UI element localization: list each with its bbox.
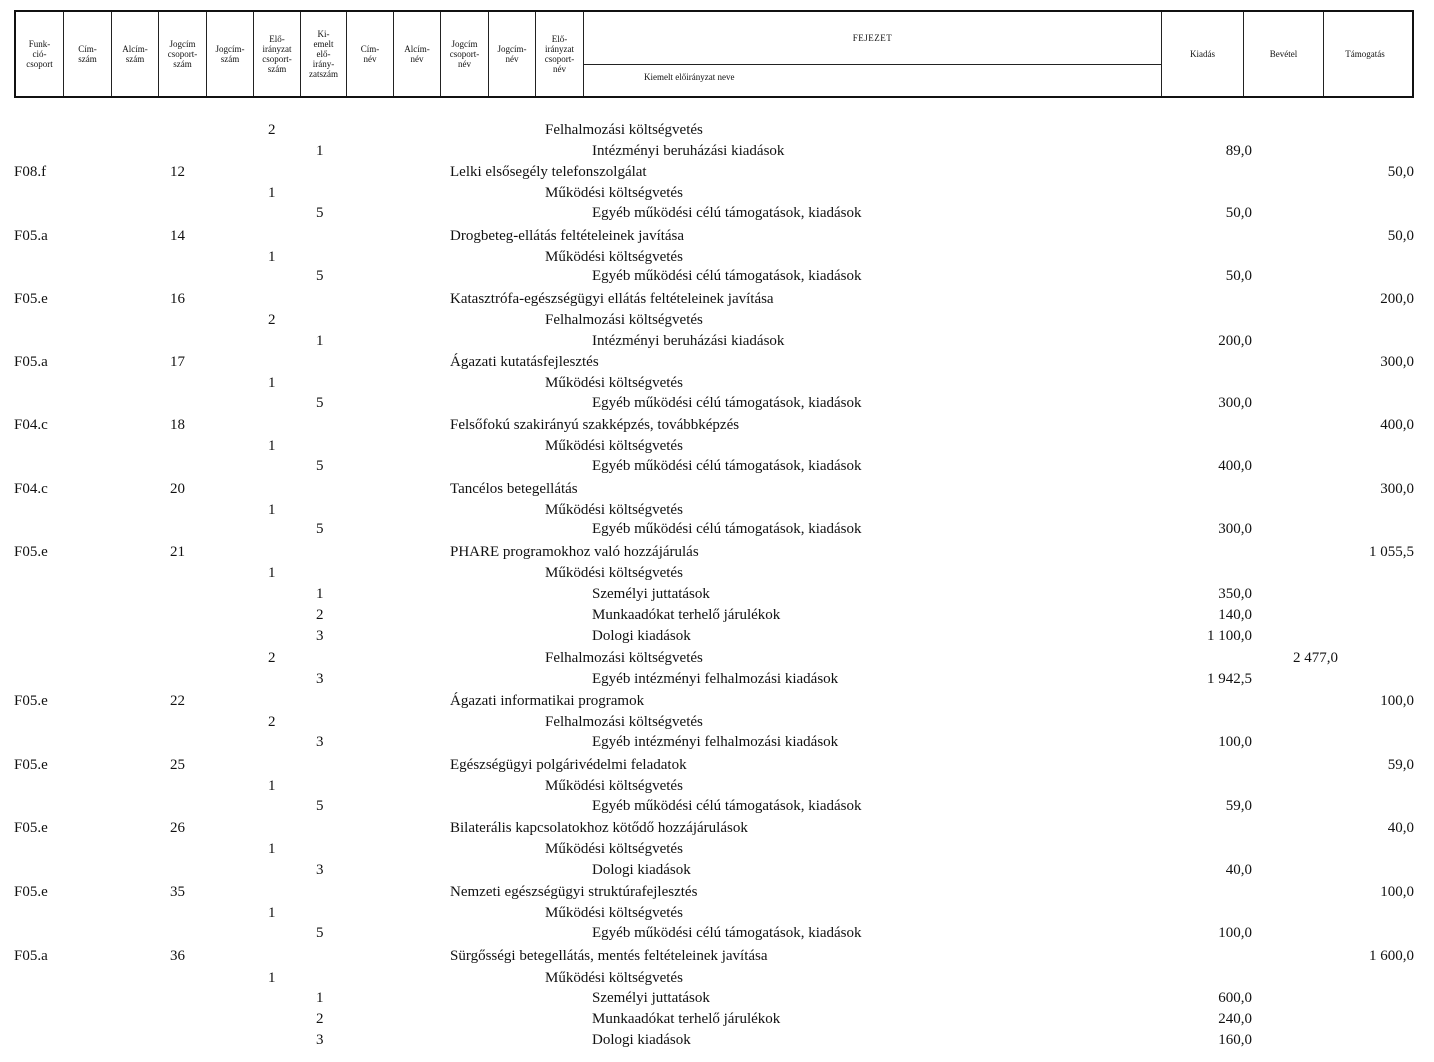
table-row [0,143,1434,161]
eloiranyzat-csoport-nev-cell: Működési költségvetés [545,502,683,518]
table-row [0,693,1434,711]
jogcimcsoport-szam-cell: 20 [170,481,185,497]
funkcio-csoport-cell: F05.e [14,757,48,773]
jogcimcsoport-szam-cell: 16 [170,291,185,307]
funkcio-csoport-cell: F05.a [14,228,48,244]
jogcimcsoport-nev-cell: Ágazati kutatásfejlesztés [450,354,599,370]
kiadas-value: 40,0 [1225,862,1252,878]
header-eloiranyzat-csoport-nev: Elő- irányzat csoport- név [536,12,584,96]
kiadas-value: 300,0 [1218,395,1252,411]
tamogatas-value: 400,0 [1380,417,1414,433]
table-row [0,1032,1434,1050]
jogcimcsoport-nev-cell: Drogbeteg-ellátás feltételeinek javítása [450,228,685,244]
kiemelt-eloiranyzat-nev-cell: Dologi kiadások [592,862,691,878]
table-row [0,650,1434,668]
header-kiadas: Kiadás [1162,12,1244,96]
kiemelt-eloiranyzat-nev-cell: Intézményi beruházási kiadások [592,333,785,349]
kiemelt-eloiranyzat-szam-cell: 2 [316,1011,324,1027]
table-row [0,925,1434,943]
table-row [0,671,1434,689]
kiadas-value: 300,0 [1218,521,1252,537]
eloiranyzat-csoport-nev-cell: Felhalmozási költségvetés [545,312,703,328]
jogcimcsoport-szam-cell: 25 [170,757,185,773]
table-row [0,291,1434,309]
table-row [0,841,1434,859]
table-row [0,544,1434,562]
kiadas-value: 400,0 [1218,458,1252,474]
kiadas-value: 350,0 [1218,586,1252,602]
table-row [0,164,1434,182]
header-alcim-nev: Alcím- név [394,12,441,96]
jogcimcsoport-nev-cell: Lelki elsősegély telefonszolgálat [450,164,647,180]
table-row [0,862,1434,880]
kiemelt-eloiranyzat-szam-cell: 3 [316,628,324,644]
kiadas-value: 50,0 [1225,205,1252,221]
kiemelt-eloiranyzat-szam-cell: 1 [316,143,324,159]
header-kiemelt-eloiranyzat-neve: Kiemelt előirányzat neve [644,72,735,82]
table-row [0,734,1434,752]
kiemelt-eloiranyzat-szam-cell: 1 [316,586,324,602]
table-row [0,205,1434,223]
eloiranyzat-csoport-szam-cell: 1 [268,375,276,391]
eloiranyzat-csoport-szam-cell: 1 [268,438,276,454]
table-row [0,778,1434,796]
header-alcim-szam: Alcím- szám [112,12,159,96]
funkcio-csoport-cell: F05.e [14,693,48,709]
eloiranyzat-csoport-nev-cell: Működési költségvetés [545,375,683,391]
eloiranyzat-csoport-szam-cell: 1 [268,185,276,201]
table-row [0,395,1434,413]
eloiranyzat-csoport-szam-cell: 1 [268,841,276,857]
eloiranyzat-csoport-nev-cell: Működési költségvetés [545,249,683,265]
table-row [0,458,1434,476]
table-row [0,312,1434,330]
header-funkcio-csoport: Funk- ció- csoport [16,12,64,96]
table-row [0,628,1434,646]
table-row [0,714,1434,732]
kiemelt-eloiranyzat-szam-cell: 3 [316,671,324,687]
kiemelt-eloiranyzat-nev-cell: Munkaadókat terhelő járulékok [592,1011,781,1027]
jogcimcsoport-szam-cell: 26 [170,820,185,836]
jogcimcsoport-szam-cell: 22 [170,693,185,709]
kiemelt-eloiranyzat-nev-cell: Személyi juttatások [592,586,710,602]
funkcio-csoport-cell: F08.f [14,164,47,180]
kiemelt-eloiranyzat-szam-cell: 5 [316,205,324,221]
eloiranyzat-csoport-szam-cell: 1 [268,778,276,794]
kiemelt-eloiranyzat-szam-cell: 5 [316,798,324,814]
header-jogcimcsoport-nev: Jogcím csoport- név [441,12,489,96]
kiemelt-eloiranyzat-nev-cell: Egyéb működési célú támogatások, kiadások [592,798,862,814]
eloiranyzat-csoport-nev-cell: Működési költségvetés [545,565,683,581]
kiemelt-eloiranyzat-szam-cell: 3 [316,862,324,878]
table-row [0,990,1434,1008]
header-cim-szam: Cím- szám [64,12,112,96]
tamogatas-value: 50,0 [1387,164,1414,180]
kiemelt-eloiranyzat-nev-cell: Intézményi beruházási kiadások [592,143,785,159]
kiemelt-eloiranyzat-nev-cell: Munkaadókat terhelő járulékok [592,607,781,623]
funkcio-csoport-cell: F04.c [14,481,48,497]
table-row [0,333,1434,351]
jogcimcsoport-szam-cell: 36 [170,948,185,964]
kiemelt-eloiranyzat-szam-cell: 2 [316,607,324,623]
jogcimcsoport-nev-cell: Tancélos betegellátás [450,481,578,497]
eloiranyzat-csoport-szam-cell: 1 [268,970,276,986]
tamogatas-value: 1 055,5 [1369,544,1414,560]
table-row [0,884,1434,902]
jogcimcsoport-nev-cell: PHARE programokhoz való hozzájárulás [450,544,699,560]
eloiranyzat-csoport-szam-cell: 1 [268,565,276,581]
jogcimcsoport-nev-cell: Nemzeti egészségügyi struktúrafejlesztés [450,884,698,900]
tamogatas-value: 40,0 [1387,820,1414,836]
kiadas-value: 1 942,5 [1207,671,1252,687]
kiemelt-eloiranyzat-szam-cell: 5 [316,925,324,941]
funkcio-csoport-cell: F05.e [14,884,48,900]
jogcimcsoport-nev-cell: Felsőfokú szakirányú szakképzés, továbbképzés [450,417,740,433]
eloiranyzat-csoport-nev-cell: Működési költségvetés [545,841,683,857]
table-row [0,249,1434,267]
kiadas-value: 89,0 [1225,143,1252,159]
eloiranyzat-csoport-nev-cell: Felhalmozási költségvetés [545,650,703,666]
header-jogcim-szam: Jogcím- szám [207,12,254,96]
jogcimcsoport-nev-cell: Ágazati informatikai programok [450,693,645,709]
table-row [0,970,1434,988]
kiadas-value: 160,0 [1218,1032,1252,1048]
header-fejezet-block [584,12,1162,96]
table-row [0,375,1434,393]
eloiranyzat-csoport-szam-cell: 2 [268,312,276,328]
eloiranyzat-csoport-nev-cell: Felhalmozási költségvetés [545,714,703,730]
kiemelt-eloiranyzat-nev-cell: Egyéb működési célú támogatások, kiadások [592,925,862,941]
jogcimcsoport-nev-cell: Katasztrófa-egészségügyi ellátás feltételeinek javítása [450,291,774,307]
table-row [0,757,1434,775]
kiemelt-eloiranyzat-szam-cell: 5 [316,268,324,284]
header-jogcim-nev: Jogcím- név [489,12,536,96]
kiemelt-eloiranyzat-nev-cell: Egyéb intézményi felhalmozási kiadások [592,734,839,750]
kiadas-value: 59,0 [1225,798,1252,814]
kiadas-value: 140,0 [1218,607,1252,623]
table-row [0,185,1434,203]
eloiranyzat-csoport-szam-cell: 1 [268,905,276,921]
kiemelt-eloiranyzat-nev-cell: Dologi kiadások [592,1032,691,1048]
jogcimcsoport-szam-cell: 35 [170,884,185,900]
kiemelt-eloiranyzat-nev-cell: Egyéb működési célú támogatások, kiadások [592,268,862,284]
tamogatas-value: 300,0 [1380,481,1414,497]
table-row [0,1011,1434,1029]
kiemelt-eloiranyzat-nev-cell: Dologi kiadások [592,628,691,644]
tamogatas-value: 200,0 [1380,291,1414,307]
eloiranyzat-csoport-szam-cell: 2 [268,650,276,666]
kiemelt-eloiranyzat-szam-cell: 5 [316,395,324,411]
kiadas-value: 100,0 [1218,925,1252,941]
kiemelt-eloiranyzat-nev-cell: Egyéb működési célú támogatások, kiadások [592,521,862,537]
kiemelt-eloiranyzat-szam-cell: 1 [316,990,324,1006]
table-row [0,521,1434,539]
table-row [0,798,1434,816]
jogcimcsoport-nev-cell: Egészségügyi polgárivédelmi feladatok [450,757,687,773]
table-row [0,586,1434,604]
tamogatas-value: 100,0 [1380,693,1414,709]
table-row [0,607,1434,625]
header-bevetel: Bevétel [1244,12,1324,96]
eloiranyzat-csoport-nev-cell: Működési költségvetés [545,905,683,921]
funkcio-csoport-cell: F05.a [14,354,48,370]
table-row [0,268,1434,286]
funkcio-csoport-cell: F05.e [14,820,48,836]
jogcimcsoport-szam-cell: 12 [170,164,185,180]
bevetel-value: 2 477,0 [1293,650,1338,666]
kiadas-value: 50,0 [1225,268,1252,284]
table-row [0,438,1434,456]
kiemelt-eloiranyzat-szam-cell: 3 [316,1032,324,1048]
kiemelt-eloiranyzat-szam-cell: 3 [316,734,324,750]
kiemelt-eloiranyzat-nev-cell: Egyéb működési célú támogatások, kiadások [592,205,862,221]
table-row [0,905,1434,923]
funkcio-csoport-cell: F05.e [14,291,48,307]
table-row [0,228,1434,246]
header-eloiranyzat-csoport-szam: Elő- irányzat csoport- szám [254,12,301,96]
funkcio-csoport-cell: F05.e [14,544,48,560]
jogcimcsoport-szam-cell: 18 [170,417,185,433]
eloiranyzat-csoport-nev-cell: Felhalmozási költségvetés [545,122,703,138]
header-fejezet: FEJEZET [584,12,1161,65]
kiadas-value: 600,0 [1218,990,1252,1006]
column-header-table [14,10,1414,98]
eloiranyzat-csoport-nev-cell: Működési költségvetés [545,185,683,201]
tamogatas-value: 100,0 [1380,884,1414,900]
funkcio-csoport-cell: F04.c [14,417,48,433]
eloiranyzat-csoport-szam-cell: 1 [268,249,276,265]
kiemelt-eloiranyzat-nev-cell: Egyéb működési célú támogatások, kiadások [592,458,862,474]
jogcimcsoport-nev-cell: Sürgősségi betegellátás, mentés feltételeinek javítása [450,948,768,964]
kiadas-value: 1 100,0 [1207,628,1252,644]
table-row [0,417,1434,435]
kiemelt-eloiranyzat-nev-cell: Egyéb intézményi felhalmozási kiadások [592,671,839,687]
kiemelt-eloiranyzat-nev-cell: Egyéb működési célú támogatások, kiadások [592,395,862,411]
table-row [0,502,1434,520]
tamogatas-value: 300,0 [1380,354,1414,370]
tamogatas-value: 59,0 [1387,757,1414,773]
eloiranyzat-csoport-nev-cell: Működési költségvetés [545,778,683,794]
tamogatas-value: 1 600,0 [1369,948,1414,964]
tamogatas-value: 50,0 [1387,228,1414,244]
jogcimcsoport-nev-cell: Bilaterális kapcsolatokhoz kötődő hozzájárulások [450,820,748,836]
table-row [0,565,1434,583]
jogcimcsoport-szam-cell: 14 [170,228,185,244]
header-cim-nev: Cím- név [347,12,394,96]
table-row [0,122,1434,140]
eloiranyzat-csoport-szam-cell: 2 [268,122,276,138]
eloiranyzat-csoport-nev-cell: Működési költségvetés [545,970,683,986]
table-row [0,948,1434,966]
table-row [0,354,1434,372]
jogcimcsoport-szam-cell: 17 [170,354,185,370]
jogcimcsoport-szam-cell: 21 [170,544,185,560]
kiemelt-eloiranyzat-nev-cell: Személyi juttatások [592,990,710,1006]
table-row [0,481,1434,499]
eloiranyzat-csoport-nev-cell: Működési költségvetés [545,438,683,454]
funkcio-csoport-cell: F05.a [14,948,48,964]
header-jogcimcsoport-szam: Jogcím csoport- szám [159,12,207,96]
header-tamogatas: Támogatás [1345,49,1385,59]
kiadas-value: 240,0 [1218,1011,1252,1027]
header-kiemelt-eloiranyzat-szam: Ki- emelt elő- irány- zatszám [301,12,347,96]
eloiranyzat-csoport-szam-cell: 1 [268,502,276,518]
kiadas-value: 200,0 [1218,333,1252,349]
kiemelt-eloiranyzat-szam-cell: 5 [316,521,324,537]
kiadas-value: 100,0 [1218,734,1252,750]
eloiranyzat-csoport-szam-cell: 2 [268,714,276,730]
table-row [0,820,1434,838]
kiemelt-eloiranyzat-szam-cell: 1 [316,333,324,349]
kiemelt-eloiranyzat-szam-cell: 5 [316,458,324,474]
